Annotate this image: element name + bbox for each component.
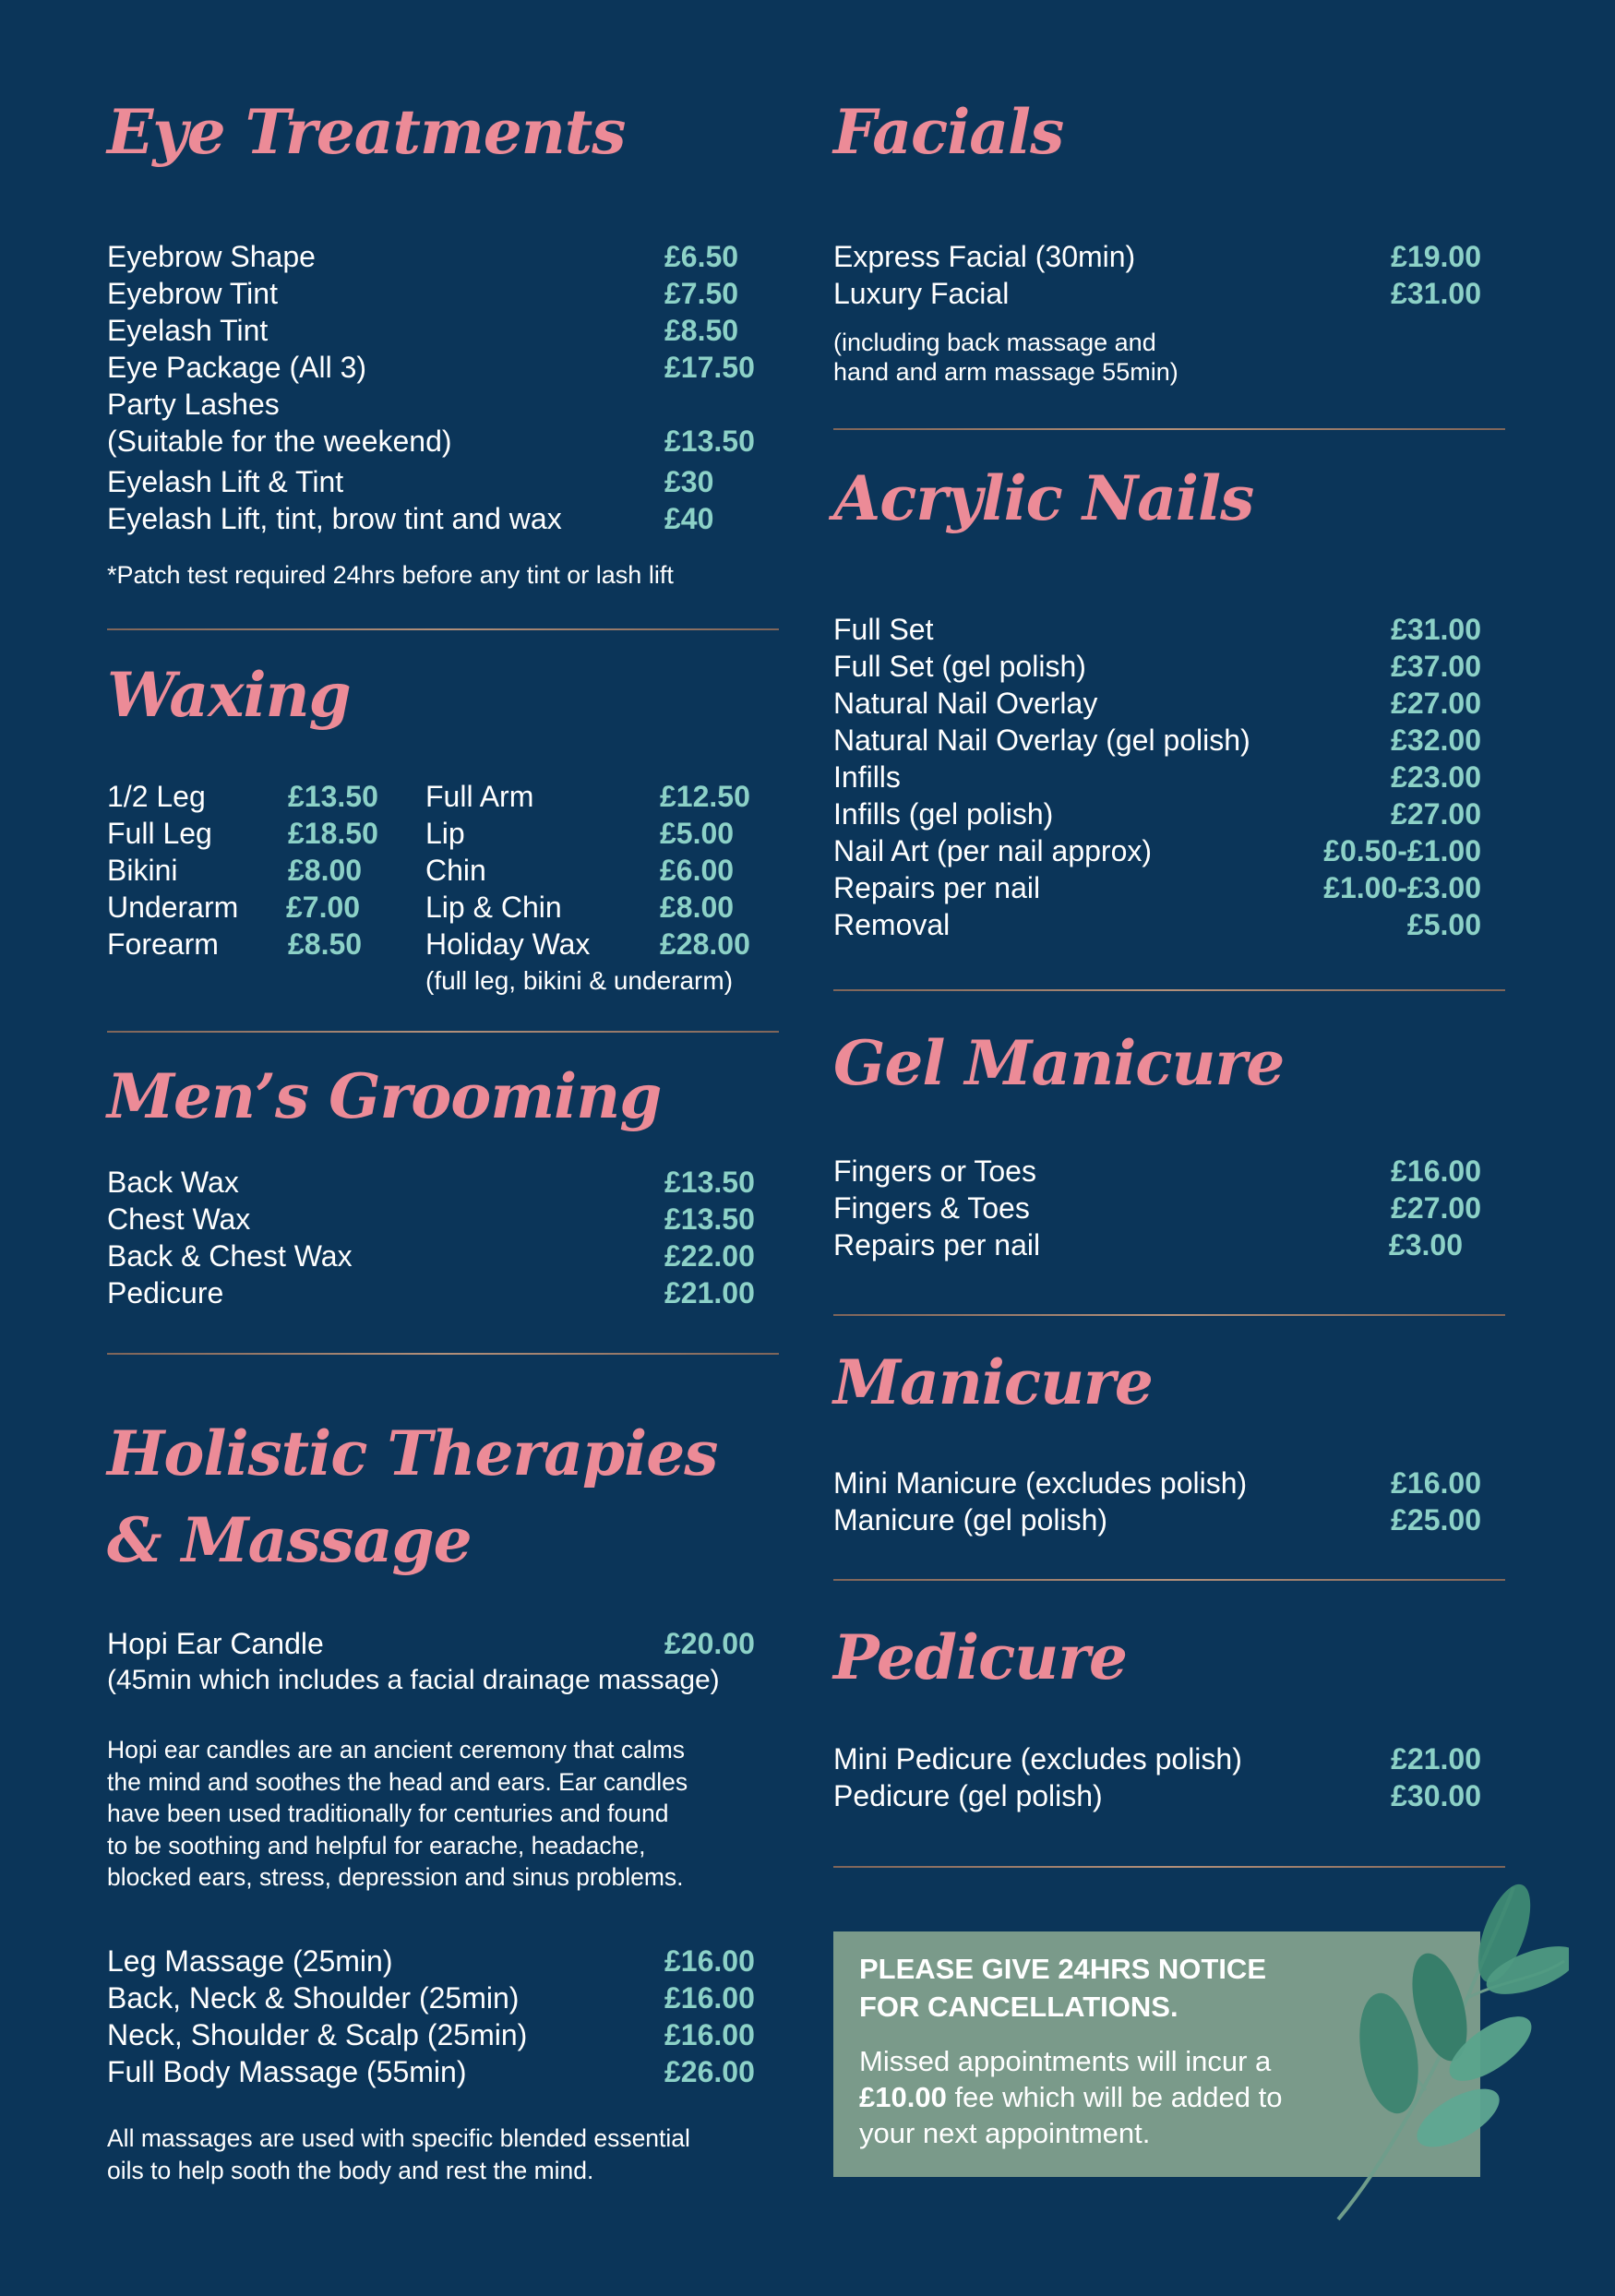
item-price: £8.00: [288, 854, 363, 887]
divider: [107, 1353, 779, 1355]
item-price: £8.50: [664, 314, 739, 347]
text-line: have been used traditionally for centuries and found: [107, 1800, 669, 1827]
list-item: [107, 386, 779, 423]
text-line: PLEASE GIVE 24HRS NOTICE: [859, 1953, 1266, 1985]
manicure-list: [833, 1465, 1505, 1538]
list-item: [107, 463, 779, 500]
holistic-title-line2: & Massage: [107, 1504, 472, 1576]
item-price: £8.50: [288, 927, 363, 961]
patch-test-note: *Patch test required 24hrs before any tint or lash lift: [107, 561, 674, 589]
item-name: Bikini: [107, 854, 178, 887]
eucalyptus-leaf-icon: [1329, 1878, 1569, 2229]
notice-heading: [859, 1950, 1339, 2026]
acrylic-title: Acrylic Nails: [833, 462, 1254, 534]
item-name: Mini Pedicure (excludes polish): [833, 1742, 1242, 1776]
pedicure-section: [833, 1622, 1505, 1694]
text-line: blocked ears, stress, depression and sinus problems.: [107, 1863, 684, 1891]
item-name: Nail Art (per nail approx): [833, 834, 1153, 867]
item-price: £12.50: [660, 780, 750, 813]
item-name: Lip & Chin: [425, 891, 562, 924]
item-name: Eyebrow Shape: [107, 240, 316, 273]
list-item: [425, 815, 779, 852]
item-price: £16.00: [664, 1944, 755, 1978]
item-price: £16.00: [1391, 1466, 1481, 1500]
divider: [833, 1579, 1505, 1581]
item-price: £13.50: [664, 1202, 755, 1236]
list-item: [107, 1238, 779, 1274]
list-item: [833, 869, 1505, 906]
holiday-wax-note: (full leg, bikini & underarm): [425, 966, 734, 995]
manicure-section: [833, 1347, 1505, 1419]
item-price: £30: [664, 465, 714, 498]
list-item: [833, 611, 1505, 648]
pedicure-title: Pedicure: [833, 1621, 1128, 1693]
facials-title: Facials: [833, 96, 1064, 168]
text-line: oils to help sooth the body and rest the mind.: [107, 2156, 594, 2184]
item-price: £16.00: [664, 1981, 755, 2015]
eye-treatments-list: [107, 238, 779, 537]
list-item: [833, 1153, 1505, 1190]
item-name: Party Lashes: [107, 388, 280, 421]
item-price: £21.00: [664, 1276, 755, 1309]
item-name: Pedicure (gel polish): [833, 1779, 1103, 1812]
item-name: Leg Massage (25min): [107, 1944, 393, 1978]
gel-manicure-title: Gel Manicure: [833, 1027, 1285, 1099]
list-item: [107, 1164, 779, 1201]
hopi-ear-candle: [107, 1625, 779, 1699]
list-item: [833, 1777, 1505, 1814]
list-item: [833, 906, 1505, 943]
item-price: £5.00: [1406, 908, 1481, 941]
item-price: £32.00: [1391, 723, 1481, 757]
list-item: [833, 1465, 1505, 1501]
item-price: £23.00: [1391, 760, 1481, 794]
facials-list: [833, 238, 1505, 312]
divider: [833, 1866, 1505, 1868]
item-price: £6.50: [664, 240, 739, 273]
list-item: [833, 685, 1505, 722]
item-name: Pedicure: [107, 1276, 224, 1309]
acrylic-section: [833, 463, 1505, 535]
facials-section: [833, 97, 1505, 169]
eye-treatments-section: [107, 97, 779, 169]
text-line: Hopi ear candles are an ancient ceremony that calms: [107, 1736, 686, 1764]
item-price: [664, 386, 757, 423]
notice-body: [859, 2043, 1376, 2151]
text-line: to be soothing and helpful for earache, headache,: [107, 1831, 646, 1860]
gel-manicure-section: [833, 1028, 1505, 1100]
pedicure-list: [833, 1740, 1505, 1814]
list-item: [425, 889, 779, 926]
divider: [107, 628, 779, 630]
item-name: Lip: [425, 817, 465, 850]
list-item: [107, 815, 425, 852]
item-price: £22.00: [664, 1239, 755, 1273]
item-price: £5.00: [660, 817, 735, 850]
item-price: £3.00: [1388, 1228, 1463, 1262]
facials-note: [833, 328, 1178, 387]
item-price: £21.00: [1391, 1742, 1481, 1776]
item-price: £40: [664, 502, 714, 535]
item-price: £7.50: [664, 277, 739, 310]
waxing-title: Waxing: [107, 659, 351, 731]
list-item: [425, 926, 779, 963]
list-item: [107, 238, 779, 275]
list-item: [107, 500, 779, 537]
list-item: [107, 1943, 779, 1979]
item-name: Infills (gel polish): [833, 797, 1054, 831]
item-price: £25.00: [1391, 1503, 1481, 1537]
massage-list: [107, 1943, 779, 2090]
waxing-list: [107, 778, 779, 999]
holistic-title-line1: Holistic Therapies: [107, 1417, 718, 1489]
item-name: Hopi Ear Candle: [107, 1627, 324, 1660]
item-price: £19.00: [1391, 240, 1481, 273]
item-price: £27.00: [1391, 797, 1481, 831]
item-name: Infills: [833, 760, 901, 794]
item-name: Fingers or Toes: [833, 1154, 1036, 1188]
item-price: £1.00-£3.00: [1323, 871, 1481, 904]
list-item: [833, 722, 1505, 759]
item-name: Eyebrow Tint: [107, 277, 278, 310]
list-item: [833, 795, 1505, 832]
item-name: Full Leg: [107, 817, 212, 850]
list-item: [425, 852, 779, 889]
acrylic-list: [833, 611, 1505, 943]
waxing-left-column: [107, 778, 425, 999]
list-item: [833, 1226, 1505, 1263]
item-name: Eyelash Lift, tint, brow tint and wax: [107, 502, 562, 535]
item-name: Natural Nail Overlay (gel polish): [833, 723, 1250, 757]
list-item: [107, 778, 425, 815]
text-line: (including back massage and: [833, 329, 1156, 356]
divider: [833, 989, 1505, 991]
item-name: Natural Nail Overlay: [833, 687, 1098, 720]
text-line: hand and arm massage 55min): [833, 358, 1178, 386]
item-name: Full Set: [833, 613, 934, 646]
item-name: Forearm: [107, 927, 219, 961]
fee-amount: £10.00: [859, 2081, 947, 2113]
item-price: £0.50-£1.00: [1323, 834, 1481, 867]
item-name: Luxury Facial: [833, 277, 1010, 310]
item-price: £31.00: [1391, 277, 1481, 310]
divider: [833, 428, 1505, 430]
item-name: Holiday Wax: [425, 927, 591, 961]
list-item: [107, 1625, 779, 1662]
list-item: [107, 2016, 779, 2053]
item-name: Neck, Shoulder & Scalp (25min): [107, 2018, 528, 2051]
waxing-right-column: [425, 778, 779, 999]
item-name: (Suitable for the weekend): [107, 425, 452, 458]
item-price: £17.50: [664, 351, 755, 384]
hopi-description: [107, 1734, 688, 1894]
list-item: [833, 1740, 1505, 1777]
item-name: Eyelash Lift & Tint: [107, 465, 344, 498]
item-price: £20.00: [664, 1627, 755, 1660]
eye-treatments-title: Eye Treatments: [107, 96, 626, 168]
item-name: Underarm: [107, 891, 239, 924]
text-line: FOR CANCELLATIONS.: [859, 1991, 1178, 2023]
list-item: [107, 1201, 779, 1238]
item-name: Full Body Massage (55min): [107, 2055, 467, 2088]
item-name: Eye Package (All 3): [107, 351, 367, 384]
holistic-section: [107, 1410, 779, 1584]
item-name: Chin: [425, 854, 486, 887]
item-name: Mini Manicure (excludes polish): [833, 1466, 1248, 1500]
list-item: [833, 238, 1505, 275]
gel-manicure-list: [833, 1153, 1505, 1263]
item-name: Eyelash Tint: [107, 314, 269, 347]
list-item: [107, 889, 425, 926]
list-item: [107, 926, 425, 963]
item-name: Back Wax: [107, 1166, 239, 1199]
text-line: [859, 2079, 1376, 2115]
divider: [833, 1314, 1505, 1316]
text-line: the mind and soothes the head and ears. Ear candles: [107, 1767, 688, 1796]
mens-grooming-section: [107, 1061, 779, 1133]
hopi-subtitle: [107, 1662, 779, 1699]
item-price: £13.50: [288, 780, 378, 813]
text-line: your next appointment.: [859, 2117, 1151, 2149]
item-name: Repairs per nail: [833, 1228, 1041, 1262]
list-item: [107, 1274, 779, 1311]
mens-grooming-title: Men’s Grooming: [107, 1060, 662, 1132]
item-name: 1/2 Leg: [107, 780, 206, 813]
list-item: [833, 648, 1505, 685]
item-price: £37.00: [1391, 650, 1481, 683]
item-name: Full Set (gel polish): [833, 650, 1086, 683]
massage-footer: [107, 2123, 690, 2186]
item-price: £30.00: [1391, 1779, 1481, 1812]
list-item: [107, 423, 779, 460]
list-item: [107, 312, 779, 349]
list-item: [107, 349, 779, 386]
text-line: All massages are used with specific blended essential: [107, 2124, 690, 2152]
item-name: Repairs per nail: [833, 871, 1041, 904]
list-item: [107, 275, 779, 312]
item-name: Back & Chest Wax: [107, 1239, 353, 1273]
text-line: Missed appointments will incur a: [859, 2045, 1272, 2077]
item-name: Manicure (gel polish): [833, 1503, 1108, 1537]
list-item: [107, 1979, 779, 2016]
item-price: £8.00: [660, 891, 735, 924]
list-item: [107, 852, 425, 889]
item-price: £16.00: [1391, 1154, 1481, 1188]
item-price: £13.50: [664, 1166, 755, 1199]
item-price: £18.50: [288, 817, 378, 850]
list-item: [107, 2053, 779, 2090]
divider: [107, 1031, 779, 1033]
item-price: £6.00: [660, 854, 735, 887]
item-name: Fingers & Toes: [833, 1191, 1030, 1225]
item-name: Full Arm: [425, 780, 534, 813]
manicure-title: Manicure: [833, 1346, 1153, 1418]
item-price: £16.00: [664, 2018, 755, 2051]
item-price: £26.00: [664, 2055, 755, 2088]
item-price: £27.00: [1391, 1191, 1481, 1225]
item-price: £7.00: [286, 891, 361, 924]
mens-grooming-list: [107, 1164, 779, 1311]
item-name: Express Facial (30min): [833, 240, 1136, 273]
list-item: [833, 1501, 1505, 1538]
item-name: Back, Neck & Shoulder (25min): [107, 1981, 520, 2015]
waxing-section: [107, 660, 779, 732]
item-price: £13.50: [664, 425, 755, 458]
item-price: £28.00: [660, 927, 750, 961]
list-item: [833, 275, 1505, 312]
list-item: [425, 778, 779, 815]
list-item: [833, 1190, 1505, 1226]
item-name: Chest Wax: [107, 1202, 251, 1236]
fee-text: fee which will be added to: [946, 2081, 1283, 2113]
item-sub: (45min which includes a facial drainage massage): [107, 1665, 720, 1695]
item-name: Removal: [833, 908, 951, 941]
list-item: [833, 832, 1505, 869]
item-price: £27.00: [1391, 687, 1481, 720]
list-item: [833, 759, 1505, 795]
item-price: £31.00: [1391, 613, 1481, 646]
